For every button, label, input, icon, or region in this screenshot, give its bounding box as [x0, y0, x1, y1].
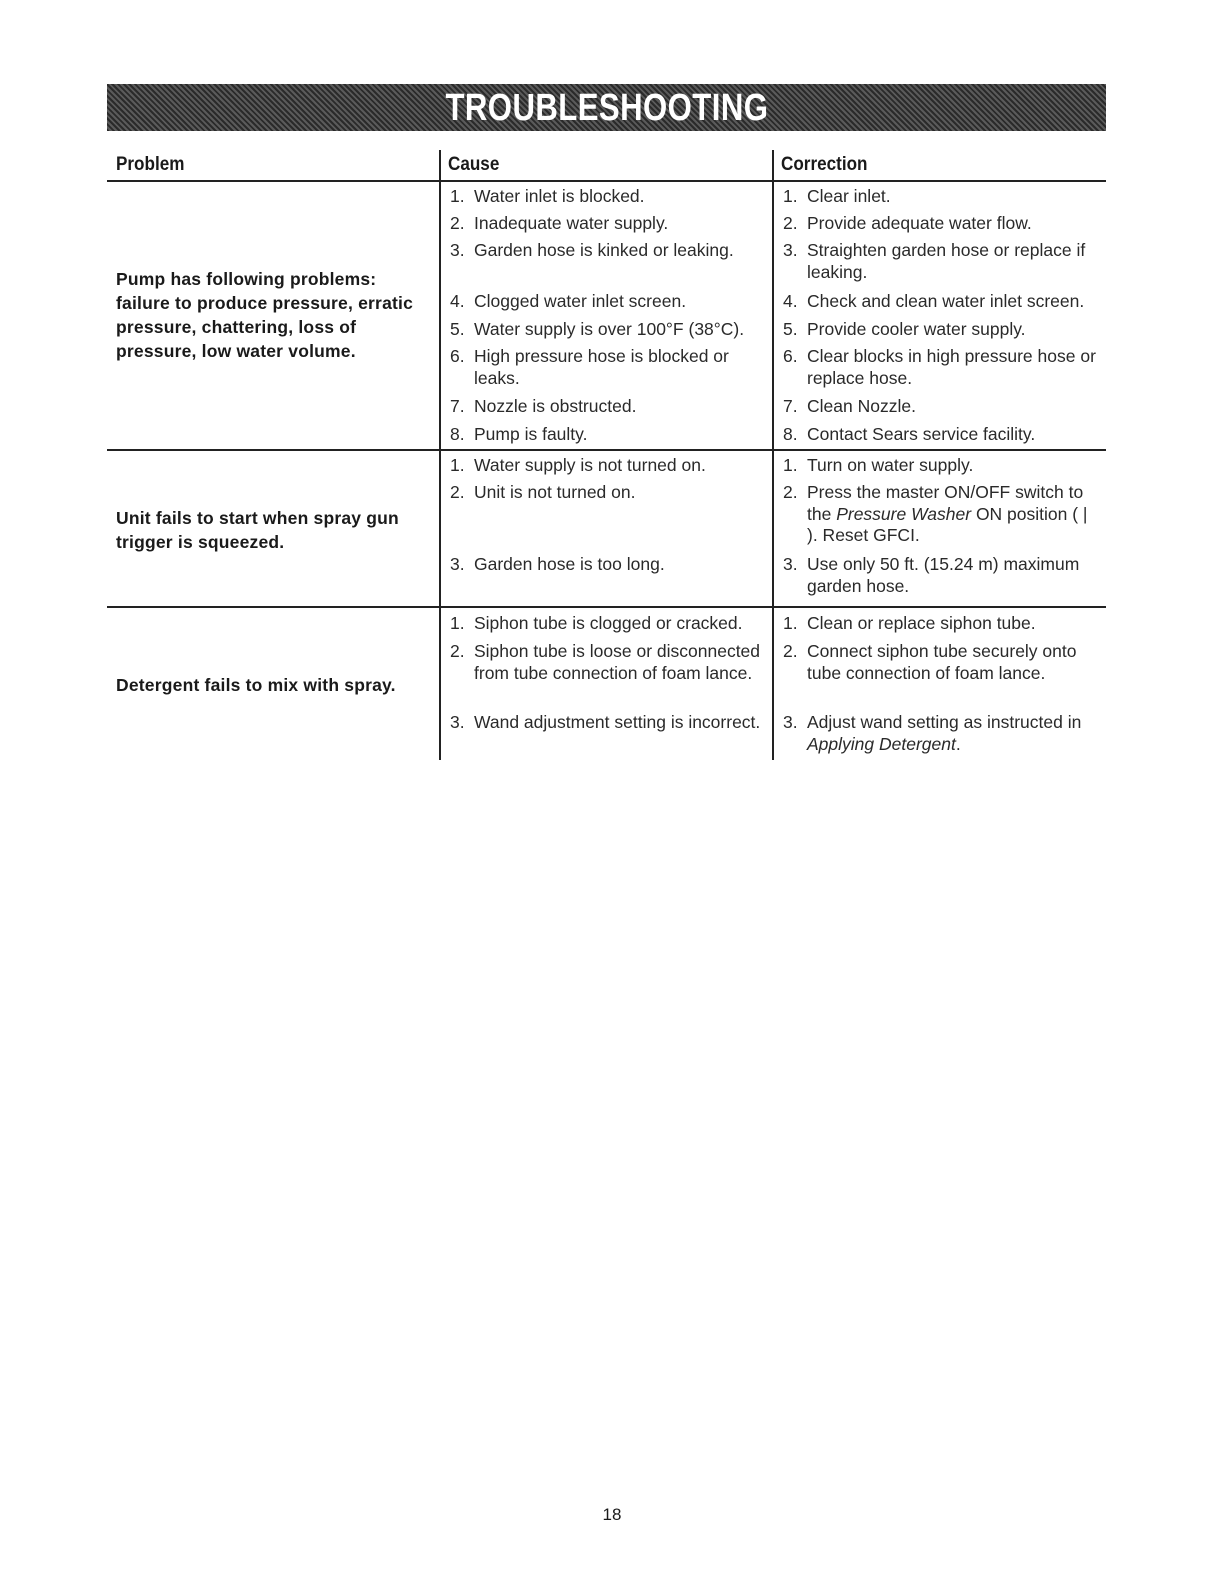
- cause-item: 1. Water supply is not turned on.: [450, 455, 706, 475]
- row-divider: [107, 606, 1106, 608]
- column-divider: [439, 150, 441, 760]
- correction-item: 2. Connect siphon tube securely onto tube connection of foam lance.: [783, 641, 1077, 683]
- cause-item: 1. Water inlet is blocked.: [450, 186, 645, 206]
- correction-item: 5. Provide cooler water supply.: [783, 319, 1026, 339]
- cause-item: 2. Siphon tube is loose or disconnected from tube connection of foam lance.: [450, 641, 761, 683]
- cause-item: 5. Water supply is over 100°F (38°C).: [450, 319, 745, 339]
- problem-text: Detergent fails to mix with spray.: [116, 675, 396, 695]
- column-divider: [772, 150, 774, 760]
- correction-item: 1. Clean or replace siphon tube.: [783, 613, 1036, 633]
- cause-item: 8. Pump is faulty.: [450, 424, 588, 444]
- correction-item: 3. Adjust wand setting as instructed in Applying Detergent.: [783, 712, 1082, 754]
- cause-item: 6. High pressure hose is blocked or leaks.: [450, 346, 729, 388]
- cause-item: 3. Garden hose is kinked or leaking.: [450, 240, 734, 260]
- correction-item: 4. Check and clean water inlet screen.: [783, 291, 1085, 311]
- correction-item: 8. Contact Sears service facility.: [783, 424, 1036, 444]
- correction-item: 3. Use only 50 ft. (15.24 m) maximum garden hose.: [783, 554, 1080, 596]
- header-problem: Problem: [116, 154, 185, 175]
- correction-item: 2. Press the master ON/OFF switch to the Pressure Washer ON position ( | ). Reset GFCI.: [783, 482, 1088, 545]
- cause-item: 2. Inadequate water supply.: [450, 213, 669, 233]
- correction-item: 2. Provide adequate water flow.: [783, 213, 1032, 233]
- cause-item: 7. Nozzle is obstructed.: [450, 396, 637, 416]
- correction-item: 1. Turn on water supply.: [783, 455, 974, 475]
- correction-item: 3. Straighten garden hose or replace if leaking.: [783, 240, 1086, 282]
- page-number: 18: [602, 1505, 622, 1524]
- cause-item: 3. Wand adjustment setting is incorrect.: [450, 712, 761, 732]
- header-rule: [107, 180, 1106, 182]
- cause-item: 4. Clogged water inlet screen.: [450, 291, 687, 311]
- correction-item: 7. Clean Nozzle.: [783, 396, 916, 416]
- header-cause: Cause: [448, 154, 500, 175]
- problem-text: Pump has following problems: failure to produce pressure, erratic pressure, chattering, loss of pressure, low water volume.: [116, 269, 414, 361]
- correction-item: 1. Clear inlet.: [783, 186, 891, 206]
- correction-item: 6. Clear blocks in high pressure hose or replace hose.: [783, 346, 1096, 388]
- row-divider: [107, 449, 1106, 451]
- page-title: TROUBLESHOOTING: [445, 86, 768, 129]
- cause-item: 2. Unit is not turned on.: [450, 482, 636, 502]
- problem-text: Unit fails to start when spray gun trigger is squeezed.: [116, 508, 399, 552]
- title-banner: [107, 84, 1106, 131]
- header-correction: Correction: [781, 154, 868, 175]
- cause-item: 1. Siphon tube is clogged or cracked.: [450, 613, 743, 633]
- cause-item: 3. Garden hose is too long.: [450, 554, 665, 574]
